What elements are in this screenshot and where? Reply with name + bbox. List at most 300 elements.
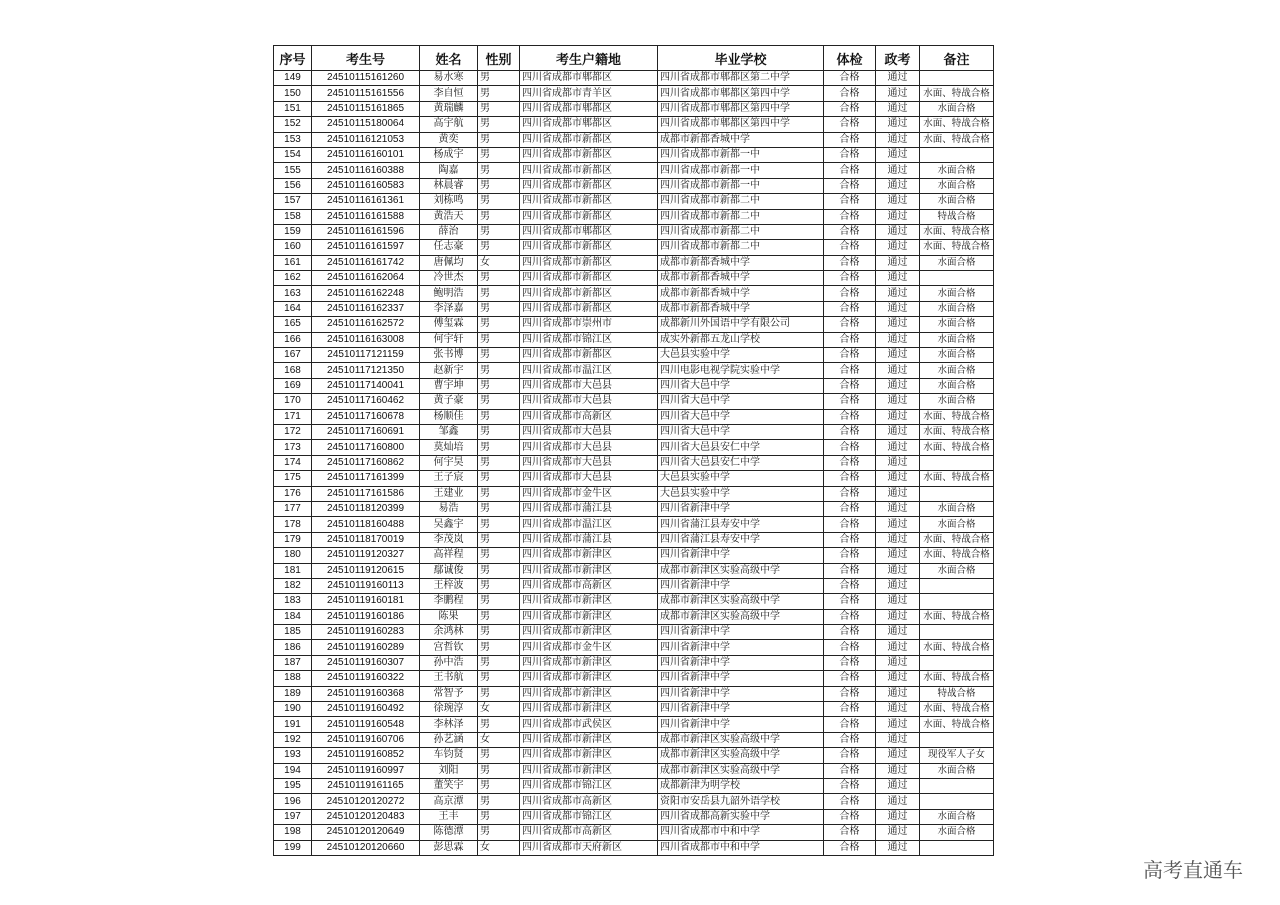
hometown-cell: 四川省成都市新津区 (520, 671, 658, 686)
remarks-cell: 水面、特战合格 (920, 132, 994, 147)
table-row (274, 194, 994, 209)
name-cell: 傅玺霖 (420, 317, 478, 332)
exam-id-cell: 24510117160678 (312, 409, 420, 424)
hometown-cell: 四川省成都市大邑县 (520, 471, 658, 486)
school-cell: 成都市新都香城中学 (658, 301, 824, 316)
physical-cell: 合格 (824, 548, 876, 563)
name-cell: 王书航 (420, 671, 478, 686)
gender-cell: 男 (478, 594, 520, 609)
exam-id-cell: 24510119160368 (312, 686, 420, 701)
school-cell: 四川省大邑县安仁中学 (658, 455, 824, 470)
gender-cell: 男 (478, 809, 520, 824)
physical-cell: 合格 (824, 578, 876, 593)
physical-cell: 合格 (824, 671, 876, 686)
hometown-cell: 四川省成都市新都区 (520, 348, 658, 363)
seq-cell: 181 (274, 563, 312, 578)
name-cell: 莫灿培 (420, 440, 478, 455)
name-cell: 王丰 (420, 809, 478, 824)
exam-id-cell: 24510119160322 (312, 671, 420, 686)
political-cell: 通过 (876, 763, 920, 778)
school-cell: 四川省成都市郫都区第四中学 (658, 101, 824, 116)
physical-cell: 合格 (824, 809, 876, 824)
remarks-cell: 水面合格 (920, 286, 994, 301)
name-cell: 李自恒 (420, 86, 478, 101)
exam-id-cell: 24510119160283 (312, 625, 420, 640)
school-cell: 成都市新都香城中学 (658, 255, 824, 270)
name-cell: 黄奕 (420, 132, 478, 147)
remarks-cell (920, 732, 994, 747)
name-cell: 王子宸 (420, 471, 478, 486)
remarks-cell (920, 594, 994, 609)
school-cell: 四川省新津中学 (658, 702, 824, 717)
remarks-cell: 水面、特战合格 (920, 86, 994, 101)
header-physical: 体检 (824, 46, 876, 71)
exam-id-cell: 24510116163008 (312, 332, 420, 347)
name-cell: 高宇航 (420, 117, 478, 132)
remarks-cell: 水面合格 (920, 517, 994, 532)
remarks-cell: 水面合格 (920, 255, 994, 270)
gender-cell: 女 (478, 702, 520, 717)
political-cell: 通过 (876, 732, 920, 747)
gender-cell: 男 (478, 455, 520, 470)
remarks-cell: 水面、特战合格 (920, 609, 994, 624)
physical-cell: 合格 (824, 132, 876, 147)
name-cell: 黄浩天 (420, 209, 478, 224)
school-cell: 成都新津为明学校 (658, 778, 824, 793)
political-cell: 通过 (876, 532, 920, 547)
table-row (274, 563, 994, 578)
physical-cell: 合格 (824, 594, 876, 609)
school-cell: 四川省成都市新都二中 (658, 224, 824, 239)
table-row (274, 409, 994, 424)
name-cell: 邹鑫 (420, 424, 478, 439)
seq-cell: 198 (274, 825, 312, 840)
school-cell: 四川电影电视学院实验中学 (658, 363, 824, 378)
remarks-cell: 水面、特战合格 (920, 640, 994, 655)
table-row (274, 117, 994, 132)
seq-cell: 186 (274, 640, 312, 655)
gender-cell: 男 (478, 271, 520, 286)
school-cell: 四川省成都市郫都区第二中学 (658, 71, 824, 86)
exam-id-cell: 24510119160492 (312, 702, 420, 717)
political-cell: 通过 (876, 440, 920, 455)
gender-cell: 男 (478, 486, 520, 501)
header-seq: 序号 (274, 46, 312, 71)
remarks-cell: 水面、特战合格 (920, 224, 994, 239)
political-cell: 通过 (876, 640, 920, 655)
seq-cell: 197 (274, 809, 312, 824)
gender-cell: 男 (478, 394, 520, 409)
school-cell: 大邑县实验中学 (658, 348, 824, 363)
hometown-cell: 四川省成都市新都区 (520, 194, 658, 209)
gender-cell: 女 (478, 732, 520, 747)
physical-cell: 合格 (824, 748, 876, 763)
name-cell: 高京潭 (420, 794, 478, 809)
remarks-cell: 水面合格 (920, 825, 994, 840)
seq-cell: 184 (274, 609, 312, 624)
remarks-cell (920, 578, 994, 593)
hometown-cell: 四川省成都市新津区 (520, 548, 658, 563)
physical-cell: 合格 (824, 332, 876, 347)
hometown-cell: 四川省成都市武侯区 (520, 717, 658, 732)
gender-cell: 男 (478, 286, 520, 301)
remarks-cell: 水面合格 (920, 317, 994, 332)
hometown-cell: 四川省成都市郫都区 (520, 117, 658, 132)
gender-cell: 男 (478, 301, 520, 316)
hometown-cell: 四川省成都市高新区 (520, 409, 658, 424)
hometown-cell: 四川省成都市新都区 (520, 209, 658, 224)
seq-cell: 155 (274, 163, 312, 178)
table-row (274, 548, 994, 563)
remarks-cell: 水面、特战合格 (920, 717, 994, 732)
exam-id-cell: 24510117140041 (312, 378, 420, 393)
hometown-cell: 四川省成都市新津区 (520, 655, 658, 670)
exam-id-cell: 24510116162064 (312, 271, 420, 286)
table-row (274, 517, 994, 532)
name-cell: 杨成宇 (420, 147, 478, 162)
hometown-cell: 四川省成都市新津区 (520, 732, 658, 747)
physical-cell: 合格 (824, 378, 876, 393)
physical-cell: 合格 (824, 394, 876, 409)
header-name: 姓名 (420, 46, 478, 71)
school-cell: 四川省成都市中和中学 (658, 840, 824, 855)
table-row (274, 794, 994, 809)
hometown-cell: 四川省成都市崇州市 (520, 317, 658, 332)
seq-cell: 185 (274, 625, 312, 640)
hometown-cell: 四川省成都市新都区 (520, 286, 658, 301)
table-row (274, 363, 994, 378)
table-row (274, 702, 994, 717)
seq-cell: 154 (274, 147, 312, 162)
exam-id-cell: 24510119161165 (312, 778, 420, 793)
remarks-cell: 水面、特战合格 (920, 240, 994, 255)
hometown-cell: 四川省成都市新津区 (520, 702, 658, 717)
exam-id-cell: 24510119160289 (312, 640, 420, 655)
physical-cell: 合格 (824, 840, 876, 855)
exam-id-cell: 24510117161399 (312, 471, 420, 486)
remarks-cell (920, 625, 994, 640)
table-row (274, 394, 994, 409)
gender-cell: 男 (478, 671, 520, 686)
hometown-cell: 四川省成都市大邑县 (520, 378, 658, 393)
physical-cell: 合格 (824, 117, 876, 132)
physical-cell: 合格 (824, 286, 876, 301)
header-hometown: 考生户籍地 (520, 46, 658, 71)
remarks-cell (920, 486, 994, 501)
seq-cell: 183 (274, 594, 312, 609)
exam-id-cell: 24510117160462 (312, 394, 420, 409)
table-row (274, 424, 994, 439)
school-cell: 资阳市安岳县九韶外语学校 (658, 794, 824, 809)
exam-id-cell: 24510115161260 (312, 71, 420, 86)
table-row (274, 655, 994, 670)
exam-id-cell: 24510120120272 (312, 794, 420, 809)
political-cell: 通过 (876, 517, 920, 532)
political-cell: 通过 (876, 271, 920, 286)
remarks-cell (920, 71, 994, 86)
physical-cell: 合格 (824, 686, 876, 701)
table-row (274, 778, 994, 793)
physical-cell: 合格 (824, 717, 876, 732)
remarks-cell: 水面、特战合格 (920, 117, 994, 132)
name-cell: 李泽嘉 (420, 301, 478, 316)
seq-cell: 161 (274, 255, 312, 270)
hometown-cell: 四川省成都市新都区 (520, 132, 658, 147)
name-cell: 唐佩均 (420, 255, 478, 270)
gender-cell: 男 (478, 117, 520, 132)
physical-cell: 合格 (824, 240, 876, 255)
remarks-cell (920, 840, 994, 855)
seq-cell: 170 (274, 394, 312, 409)
table-row (274, 255, 994, 270)
name-cell: 陈德潭 (420, 825, 478, 840)
physical-cell: 合格 (824, 101, 876, 116)
seq-cell: 187 (274, 655, 312, 670)
physical-cell: 合格 (824, 625, 876, 640)
table-row (274, 763, 994, 778)
gender-cell: 男 (478, 532, 520, 547)
school-cell: 成都市新都香城中学 (658, 286, 824, 301)
table-row (274, 840, 994, 855)
seq-cell: 165 (274, 317, 312, 332)
name-cell: 杨顺佳 (420, 409, 478, 424)
remarks-cell: 水面合格 (920, 363, 994, 378)
gender-cell: 男 (478, 378, 520, 393)
school-cell: 四川省大邑中学 (658, 424, 824, 439)
exam-id-cell: 24510116121053 (312, 132, 420, 147)
seq-cell: 188 (274, 671, 312, 686)
physical-cell: 合格 (824, 178, 876, 193)
school-cell: 四川省新津中学 (658, 686, 824, 701)
school-cell: 四川省新津中学 (658, 578, 824, 593)
table-row (274, 348, 994, 363)
school-cell: 四川省新津中学 (658, 548, 824, 563)
hometown-cell: 四川省成都市新都区 (520, 163, 658, 178)
political-cell: 通过 (876, 748, 920, 763)
seq-cell: 158 (274, 209, 312, 224)
seq-cell: 189 (274, 686, 312, 701)
table-row (274, 640, 994, 655)
gender-cell: 男 (478, 471, 520, 486)
exam-id-cell: 24510115161865 (312, 101, 420, 116)
remarks-cell: 水面、特战合格 (920, 440, 994, 455)
physical-cell: 合格 (824, 224, 876, 239)
seq-cell: 149 (274, 71, 312, 86)
political-cell: 通过 (876, 809, 920, 824)
exam-id-cell: 24510116161742 (312, 255, 420, 270)
physical-cell: 合格 (824, 86, 876, 101)
school-cell: 四川省大邑中学 (658, 378, 824, 393)
remarks-cell: 水面、特战合格 (920, 532, 994, 547)
hometown-cell: 四川省成都市蒲江县 (520, 532, 658, 547)
name-cell: 李鹏程 (420, 594, 478, 609)
physical-cell: 合格 (824, 147, 876, 162)
hometown-cell: 四川省成都市高新区 (520, 794, 658, 809)
hometown-cell: 四川省成都市大邑县 (520, 394, 658, 409)
hometown-cell: 四川省成都市青羊区 (520, 86, 658, 101)
political-cell: 通过 (876, 501, 920, 516)
political-cell: 通过 (876, 548, 920, 563)
watermark-text: 高考直通车 (1143, 858, 1243, 882)
physical-cell: 合格 (824, 455, 876, 470)
political-cell: 通过 (876, 224, 920, 239)
name-cell: 何宇轩 (420, 332, 478, 347)
political-cell: 通过 (876, 163, 920, 178)
hometown-cell: 四川省成都市郫都区 (520, 101, 658, 116)
exam-id-cell: 24510117160691 (312, 424, 420, 439)
school-cell: 成都市新津区实验高级中学 (658, 563, 824, 578)
exam-id-cell: 24510117121350 (312, 363, 420, 378)
table-row (274, 578, 994, 593)
seq-cell: 151 (274, 101, 312, 116)
table-row (274, 732, 994, 747)
school-cell: 成都市新津区实验高级中学 (658, 763, 824, 778)
gender-cell: 男 (478, 132, 520, 147)
table-row (274, 286, 994, 301)
exam-id-cell: 24510116161361 (312, 194, 420, 209)
table-row (274, 455, 994, 470)
hometown-cell: 四川省成都市新都区 (520, 255, 658, 270)
political-cell: 通过 (876, 132, 920, 147)
physical-cell: 合格 (824, 363, 876, 378)
exam-id-cell: 24510119160113 (312, 578, 420, 593)
seq-cell: 173 (274, 440, 312, 455)
school-cell: 四川省成都市新都二中 (658, 240, 824, 255)
hometown-cell: 四川省成都市新津区 (520, 748, 658, 763)
political-cell: 通过 (876, 825, 920, 840)
name-cell: 吴鑫宇 (420, 517, 478, 532)
name-cell: 车钧贤 (420, 748, 478, 763)
gender-cell: 男 (478, 625, 520, 640)
hometown-cell: 四川省成都市温江区 (520, 363, 658, 378)
seq-cell: 196 (274, 794, 312, 809)
physical-cell: 合格 (824, 778, 876, 793)
school-cell: 四川省大邑中学 (658, 394, 824, 409)
table-row (274, 101, 994, 116)
exam-id-cell: 24510118120399 (312, 501, 420, 516)
seq-cell: 174 (274, 455, 312, 470)
school-cell: 四川省成都市郫都区第四中学 (658, 86, 824, 101)
school-cell: 四川省新津中学 (658, 655, 824, 670)
school-cell: 四川省成都市郫都区第四中学 (658, 117, 824, 132)
table-row (274, 671, 994, 686)
table-row (274, 825, 994, 840)
gender-cell: 男 (478, 147, 520, 162)
name-cell: 易浩 (420, 501, 478, 516)
name-cell: 林晨睿 (420, 178, 478, 193)
political-cell: 通过 (876, 117, 920, 132)
school-cell: 成都市新都香城中学 (658, 132, 824, 147)
remarks-cell: 水面合格 (920, 332, 994, 347)
political-cell: 通过 (876, 486, 920, 501)
hometown-cell: 四川省成都市新都区 (520, 301, 658, 316)
seq-cell: 168 (274, 363, 312, 378)
physical-cell: 合格 (824, 209, 876, 224)
exam-id-cell: 24510119160186 (312, 609, 420, 624)
hometown-cell: 四川省成都市金牛区 (520, 640, 658, 655)
political-cell: 通过 (876, 655, 920, 670)
remarks-cell: 水面、特战合格 (920, 424, 994, 439)
header-gender: 性别 (478, 46, 520, 71)
hometown-cell: 四川省成都市新津区 (520, 563, 658, 578)
school-cell: 四川省成都市新都一中 (658, 147, 824, 162)
political-cell: 通过 (876, 455, 920, 470)
remarks-cell: 水面合格 (920, 501, 994, 516)
exam-id-cell: 24510119160997 (312, 763, 420, 778)
name-cell: 鄢诚俊 (420, 563, 478, 578)
hometown-cell: 四川省成都市大邑县 (520, 440, 658, 455)
gender-cell: 男 (478, 317, 520, 332)
school-cell: 四川省成都市新都二中 (658, 209, 824, 224)
seq-cell: 179 (274, 532, 312, 547)
physical-cell: 合格 (824, 163, 876, 178)
exam-id-cell: 24510120120660 (312, 840, 420, 855)
political-cell: 通过 (876, 394, 920, 409)
hometown-cell: 四川省成都市大邑县 (520, 455, 658, 470)
exam-id-cell: 24510119120327 (312, 548, 420, 563)
political-cell: 通过 (876, 348, 920, 363)
physical-cell: 合格 (824, 517, 876, 532)
gender-cell: 男 (478, 224, 520, 239)
name-cell: 任志豪 (420, 240, 478, 255)
seq-cell: 192 (274, 732, 312, 747)
name-cell: 刘栋鸣 (420, 194, 478, 209)
hometown-cell: 四川省成都市新津区 (520, 763, 658, 778)
seq-cell: 180 (274, 548, 312, 563)
remarks-cell (920, 455, 994, 470)
political-cell: 通过 (876, 471, 920, 486)
political-cell: 通过 (876, 378, 920, 393)
school-cell: 成都市新津区实验高级中学 (658, 594, 824, 609)
name-cell: 鲍明浩 (420, 286, 478, 301)
table-row (274, 471, 994, 486)
hometown-cell: 四川省成都市新都区 (520, 147, 658, 162)
seq-cell: 172 (274, 424, 312, 439)
political-cell: 通过 (876, 778, 920, 793)
gender-cell: 男 (478, 363, 520, 378)
physical-cell: 合格 (824, 702, 876, 717)
physical-cell: 合格 (824, 471, 876, 486)
seq-cell: 159 (274, 224, 312, 239)
table-row (274, 163, 994, 178)
physical-cell: 合格 (824, 194, 876, 209)
physical-cell: 合格 (824, 424, 876, 439)
gender-cell: 男 (478, 578, 520, 593)
physical-cell: 合格 (824, 440, 876, 455)
name-cell: 孙艺涵 (420, 732, 478, 747)
seq-cell: 190 (274, 702, 312, 717)
gender-cell: 女 (478, 255, 520, 270)
political-cell: 通过 (876, 686, 920, 701)
political-cell: 通过 (876, 794, 920, 809)
seq-cell: 166 (274, 332, 312, 347)
gender-cell: 男 (478, 240, 520, 255)
seq-cell: 193 (274, 748, 312, 763)
gender-cell: 男 (478, 163, 520, 178)
gender-cell: 男 (478, 686, 520, 701)
name-cell: 高祥程 (420, 548, 478, 563)
remarks-cell (920, 271, 994, 286)
physical-cell: 合格 (824, 732, 876, 747)
name-cell: 陈果 (420, 609, 478, 624)
table-row (274, 86, 994, 101)
school-cell: 四川省成都市新都一中 (658, 178, 824, 193)
exam-id-cell: 24510119160548 (312, 717, 420, 732)
remarks-cell: 水面合格 (920, 194, 994, 209)
school-cell: 四川省新津中学 (658, 625, 824, 640)
table-row (274, 317, 994, 332)
table-row (274, 501, 994, 516)
